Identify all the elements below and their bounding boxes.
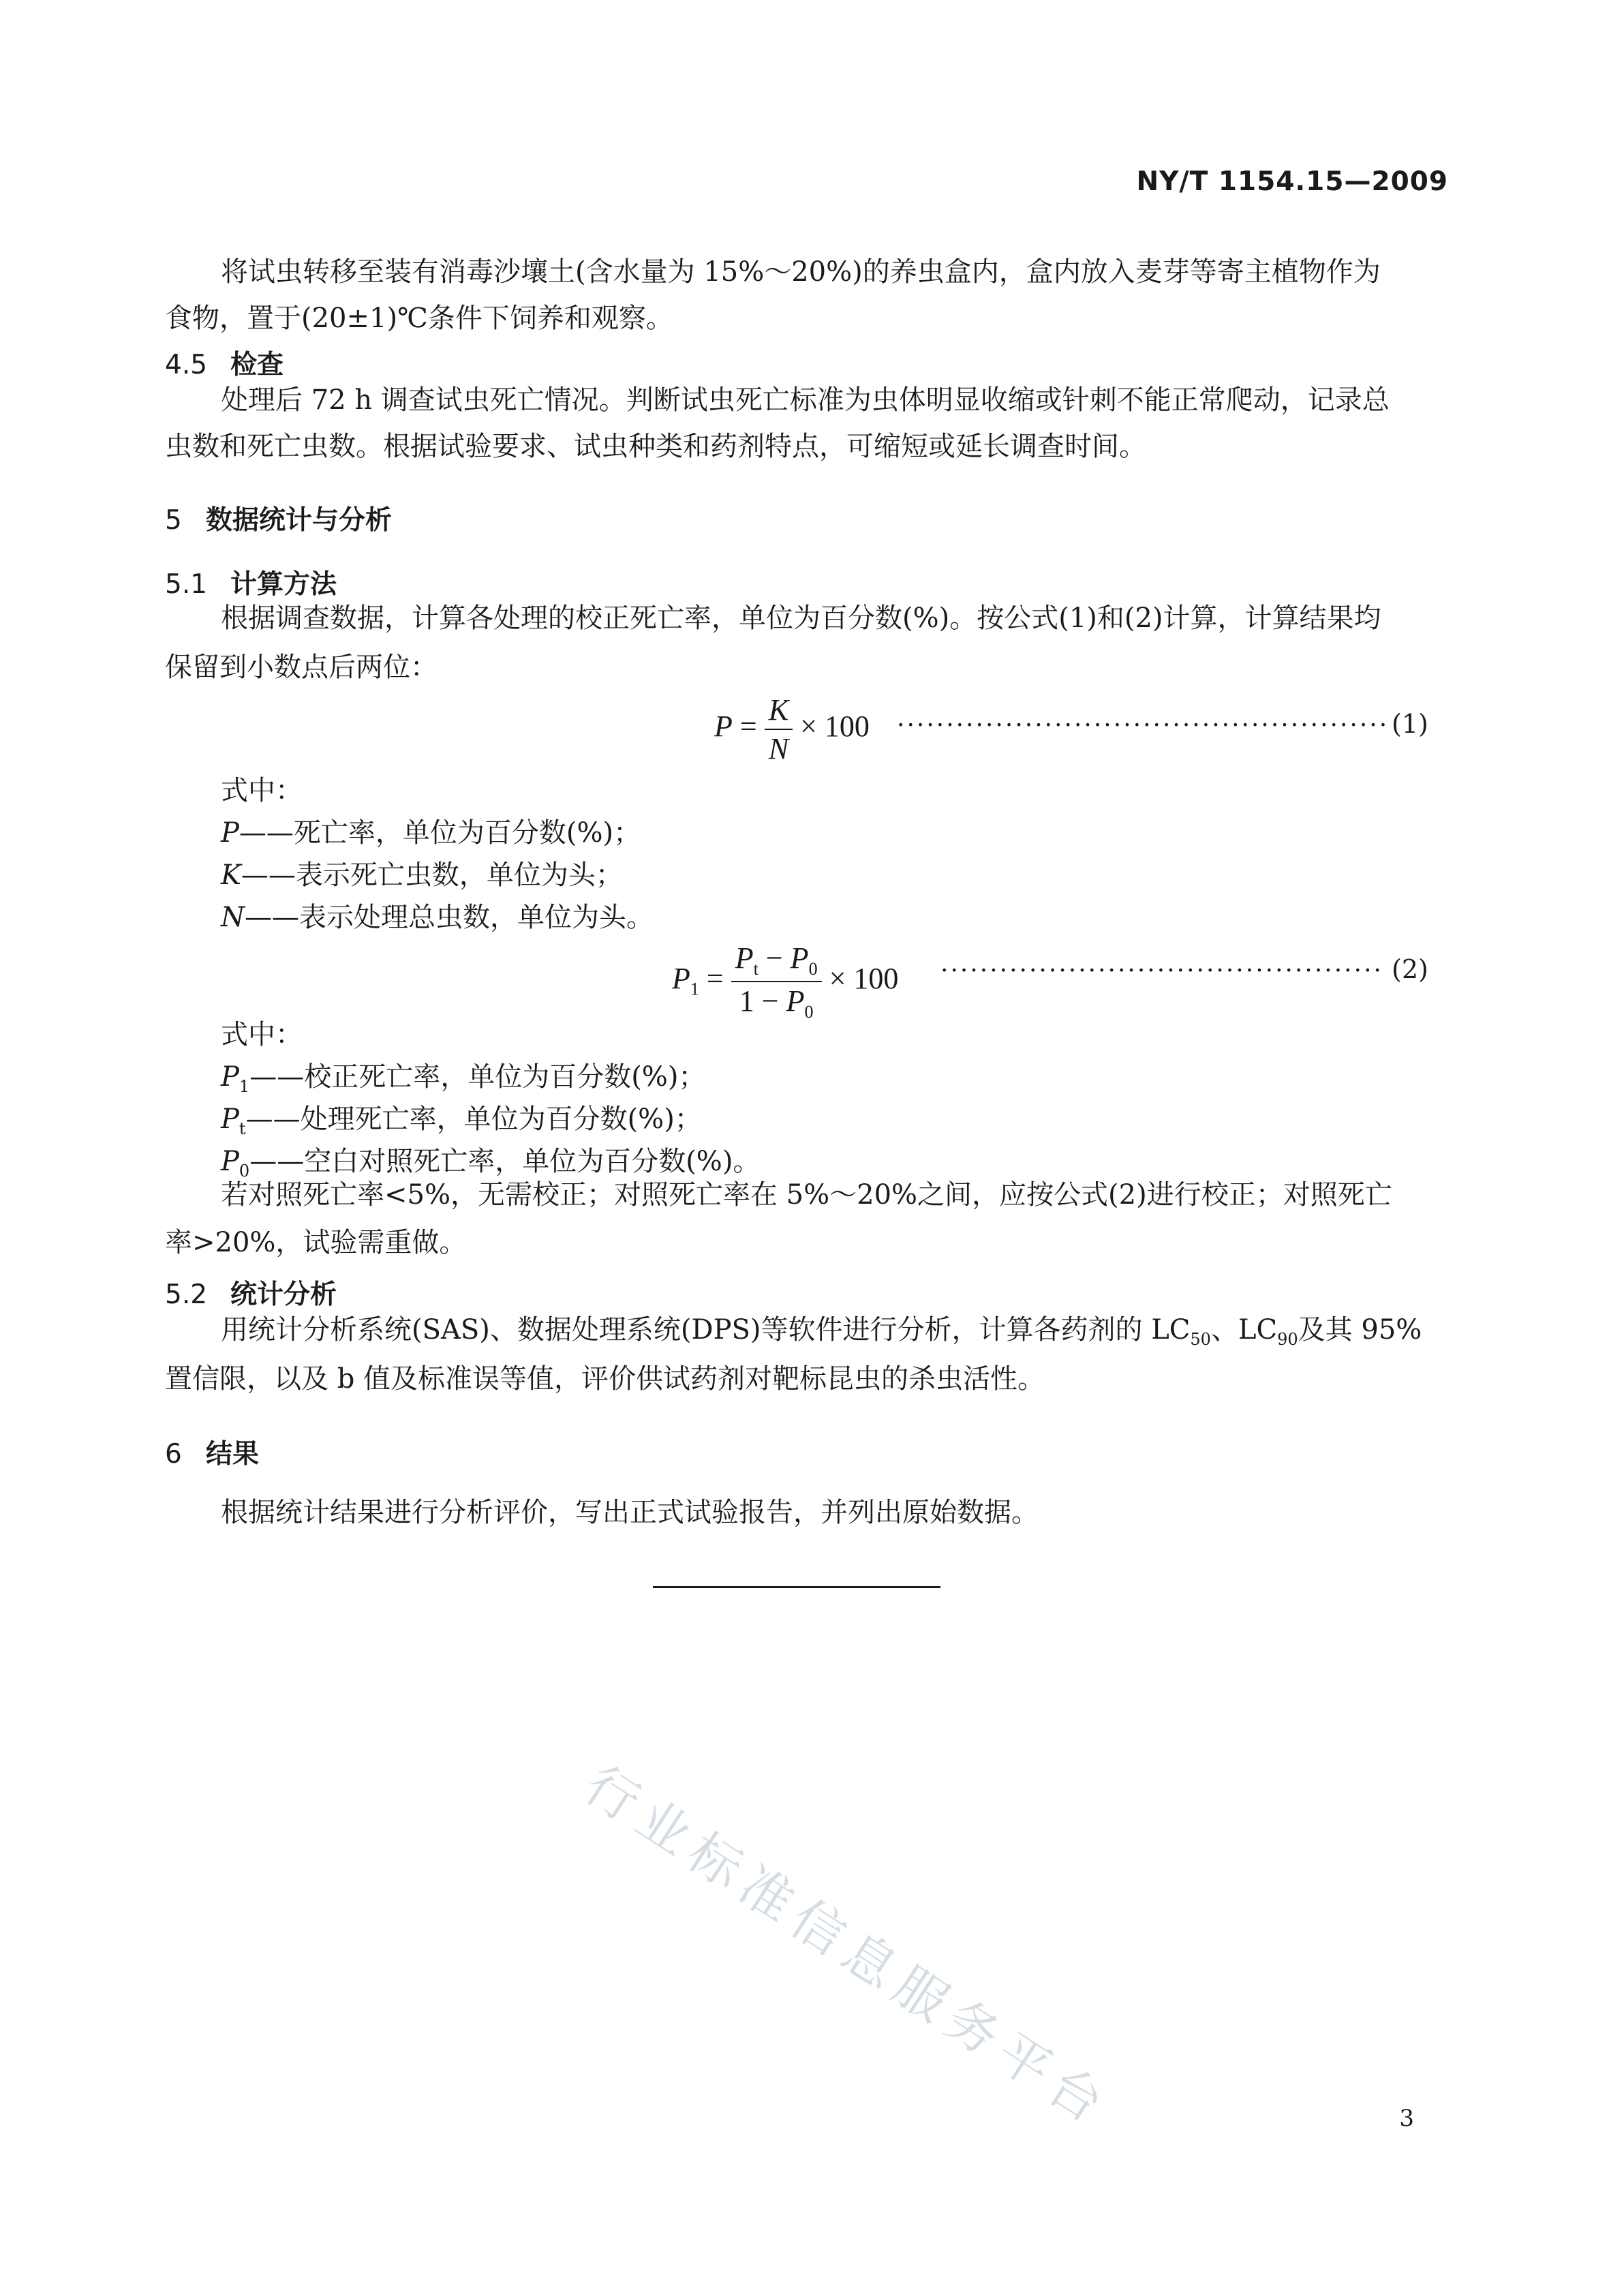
paragraph-line: 根据调查数据，计算各处理的校正死亡率，单位为百分数(%)。按公式(1)和(2)计算，计算结果均 xyxy=(221,603,1381,634)
formula-variable: P xyxy=(672,961,690,995)
section-title: 计算方法 xyxy=(230,569,337,600)
formula-numerator: K xyxy=(765,693,793,730)
page-number: 3 xyxy=(1399,2105,1414,2132)
definition-line xyxy=(221,1097,702,1138)
definition-symbol: P xyxy=(221,1146,239,1177)
paragraph-line: 置信限，以及 b 值及标准误等值，评价供试药剂对靶标昆虫的杀虫活性。 xyxy=(165,1363,1045,1395)
definition-symbol: P xyxy=(221,1104,239,1135)
definition-text: ——死亡率，单位为百分数(%)； xyxy=(239,817,641,849)
formula-denominator xyxy=(731,982,822,1022)
definition-symbol: K xyxy=(221,860,241,891)
definition-symbol: P xyxy=(221,817,239,849)
standard-code: NY/T 1154.15—2009 xyxy=(1136,166,1448,197)
section-number: 5.1 xyxy=(165,569,208,600)
watermark: 行业标准信息服务平台 xyxy=(574,1754,1122,2140)
formula-fraction xyxy=(731,941,822,1022)
section-heading-6 xyxy=(165,1433,259,1471)
paragraph-text: 及其 95% xyxy=(1298,1314,1422,1346)
paragraph-text: 、LC xyxy=(1210,1314,1278,1346)
formula-numerator xyxy=(731,941,822,982)
formula-fraction xyxy=(765,693,793,766)
definition-symbol: N xyxy=(221,902,245,933)
definition-line xyxy=(221,853,623,892)
formula-denominator: N xyxy=(768,732,789,765)
definition-subscript: 1 xyxy=(239,1077,250,1096)
definition-line xyxy=(221,1055,705,1096)
formula-subscript: 1 xyxy=(690,979,699,999)
equation-number: (1) xyxy=(1392,709,1428,739)
dot-leader: ············································· xyxy=(940,957,1383,985)
end-rule xyxy=(653,1586,940,1588)
section-title: 数据统计与分析 xyxy=(206,505,393,536)
formula-1 xyxy=(714,693,870,766)
section-number: 5 xyxy=(165,505,182,536)
section-title: 统计分析 xyxy=(230,1279,337,1310)
definition-text: ——表示处理总虫数，单位为头。 xyxy=(245,902,654,933)
paragraph-line: 保留到小数点后两位： xyxy=(165,652,438,683)
equation-number: (2) xyxy=(1392,954,1428,984)
definition-line xyxy=(221,811,641,850)
section-heading-5 xyxy=(165,499,392,537)
subscript: 50 xyxy=(1190,1330,1211,1349)
paragraph-line: 食物，置于(20±1)℃条件下饲养和观察。 xyxy=(165,303,673,334)
formula-subscript: 0 xyxy=(808,958,818,979)
paragraph-line: 处理后 72 h 调查试虫死亡情况。判断试虫死亡标准为虫体明显收缩或针刺不能正常爬动，记录总 xyxy=(221,384,1390,416)
paragraph-text: 用统计分析系统(SAS)、数据处理系统(DPS)等软件进行分析，计算各药剂的 LC xyxy=(221,1314,1191,1346)
definition-symbol: P xyxy=(221,1061,239,1093)
section-title: 结果 xyxy=(206,1439,260,1470)
subscript: 90 xyxy=(1277,1330,1298,1349)
dot-leader: ·················································· xyxy=(897,712,1390,740)
paragraph-line: 率>20%，试验需重做。 xyxy=(165,1227,467,1258)
formula-subscript: t xyxy=(753,958,759,979)
formula-multiplier: × 100 xyxy=(800,710,870,744)
formula-variable: P xyxy=(790,941,809,975)
formula-equals: = xyxy=(706,961,724,995)
formula-operator: − xyxy=(758,941,791,975)
section-title: 检查 xyxy=(230,350,284,380)
definition-subscript: t xyxy=(239,1119,246,1138)
where-label: 式中： xyxy=(221,775,303,806)
formula-equals: = xyxy=(739,710,757,744)
definition-subscript: 0 xyxy=(239,1161,250,1181)
formula-variable: P xyxy=(786,984,805,1018)
paragraph-line: 若对照死亡率<5%，无需校正；对照死亡率在 5%～20%之间，应按公式(2)进行校正；对照死亡 xyxy=(221,1179,1392,1211)
formula-operator: 1 − xyxy=(739,984,786,1018)
where-label: 式中： xyxy=(221,1019,303,1050)
formula-2 xyxy=(672,941,898,1022)
section-number: 4.5 xyxy=(165,350,208,380)
section-number: 5.2 xyxy=(165,1279,208,1310)
paragraph-line: 将试虫转移至装有消毒沙壤土(含水量为 15%～20%)的养虫盒内，盒内放入麦芽等寄主植物作为 xyxy=(221,256,1381,288)
formula-variable: P xyxy=(735,941,754,975)
definition-text: ——表示死亡虫数，单位为头； xyxy=(241,860,623,891)
section-number: 6 xyxy=(165,1439,182,1470)
definition-text: ——处理死亡率，单位为百分数(%)； xyxy=(245,1104,702,1135)
formula-subscript: 0 xyxy=(804,1001,814,1022)
formula-variable: P xyxy=(714,710,733,744)
definition-line xyxy=(221,896,654,934)
paragraph-line: 虫数和死亡虫数。根据试验要求、试虫种类和药剂特点，可缩短或延长调查时间。 xyxy=(165,431,1146,462)
definition-text: ——空白对照死亡率，单位为百分数(%)。 xyxy=(249,1146,761,1177)
formula-multiplier: × 100 xyxy=(829,961,899,995)
definition-text: ——校正死亡率，单位为百分数(%)； xyxy=(249,1061,706,1093)
paragraph-line: 根据统计结果进行分析评价，写出正式试验报告，并列出原始数据。 xyxy=(221,1497,1039,1528)
